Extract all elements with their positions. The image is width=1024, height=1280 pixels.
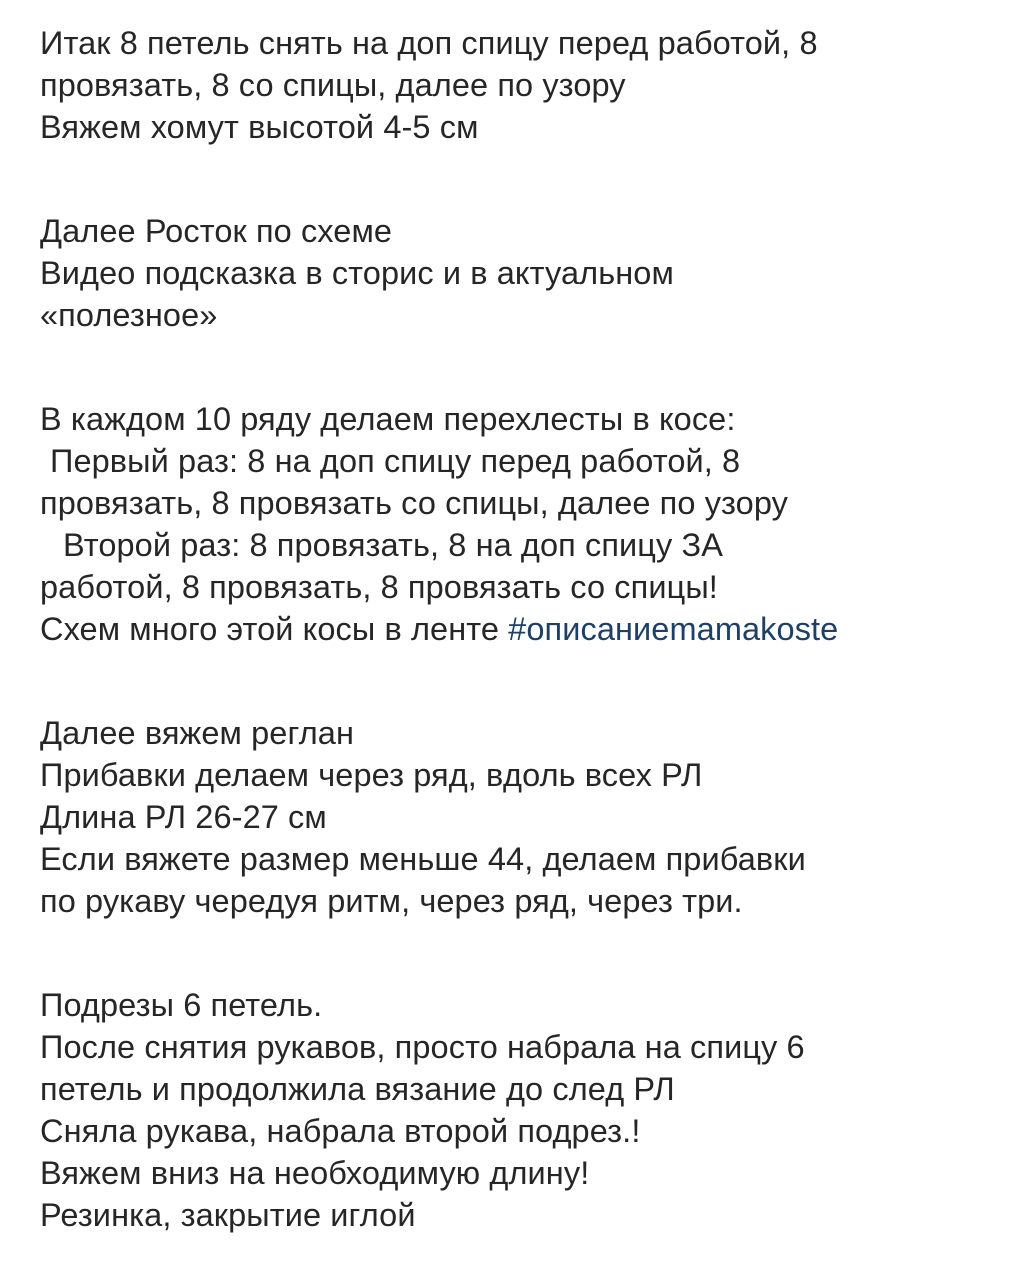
caption-line: провязать, 8 провязать со спицы, далее по узору xyxy=(40,485,789,521)
caption-line: по рукаву чередуя ритм, через ряд, через три. xyxy=(40,883,743,919)
paragraph-spacer xyxy=(40,148,1000,210)
paragraph-spacer xyxy=(40,922,1000,984)
caption-line: В каждом 10 ряду делаем перехлесты в косе: xyxy=(40,401,736,437)
caption-line: Сняла рукава, набрала второй подрез.! xyxy=(40,1113,641,1149)
caption-line: Вяжем хомут высотой 4-5 см xyxy=(40,109,479,145)
caption-line-text: Схем много этой косы в ленте xyxy=(40,611,509,647)
paragraph-raglan xyxy=(40,712,1000,922)
caption-line: Далее Росток по схеме xyxy=(40,213,393,249)
caption-line: «полезное» xyxy=(40,297,218,333)
paragraph-intro xyxy=(40,22,1000,148)
caption-line: провязать, 8 со спицы, далее по узору xyxy=(40,67,626,103)
caption-line: Второй раз: 8 провязать, 8 на доп спицу ЗА xyxy=(63,527,723,563)
caption-line: Длина РЛ 26-27 см xyxy=(40,799,327,835)
caption-line: работой, 8 провязать, 8 провязать со спицы! xyxy=(40,569,718,605)
caption-line: Видео подсказка в сторис и в актуальном xyxy=(40,255,674,291)
caption-line: Итак 8 петель снять на доп спицу перед работой, 8 xyxy=(40,25,818,61)
paragraph-spacer xyxy=(40,336,1000,398)
post-caption xyxy=(40,22,1000,1236)
caption-line: Далее вяжем реглан xyxy=(40,715,354,751)
caption-line: После снятия рукавов, просто набрала на спицу 6 xyxy=(40,1029,805,1065)
caption-line: Первый раз: 8 на доп спицу перед работой, 8 xyxy=(50,443,741,479)
caption-line: Вяжем вниз на необходимую длину! xyxy=(40,1155,590,1191)
hashtag-link[interactable]: #описаниеmamakoste xyxy=(508,611,839,647)
caption-line: Резинка, закрытие иглой xyxy=(40,1197,416,1233)
caption-line: петель и продолжила вязание до след РЛ xyxy=(40,1071,675,1107)
paragraph-cables xyxy=(40,398,1000,650)
caption-line: Если вяжете размер меньше 44, делаем прибавки xyxy=(40,841,806,877)
paragraph-spacer xyxy=(40,650,1000,712)
paragraph-rostok xyxy=(40,210,1000,336)
caption-line-with-hashtag xyxy=(40,608,1000,650)
paragraph-underarm xyxy=(40,984,1000,1236)
caption-line: Прибавки делаем через ряд, вдоль всех РЛ xyxy=(40,757,703,793)
caption-line: Подрезы 6 петель. xyxy=(40,987,323,1023)
